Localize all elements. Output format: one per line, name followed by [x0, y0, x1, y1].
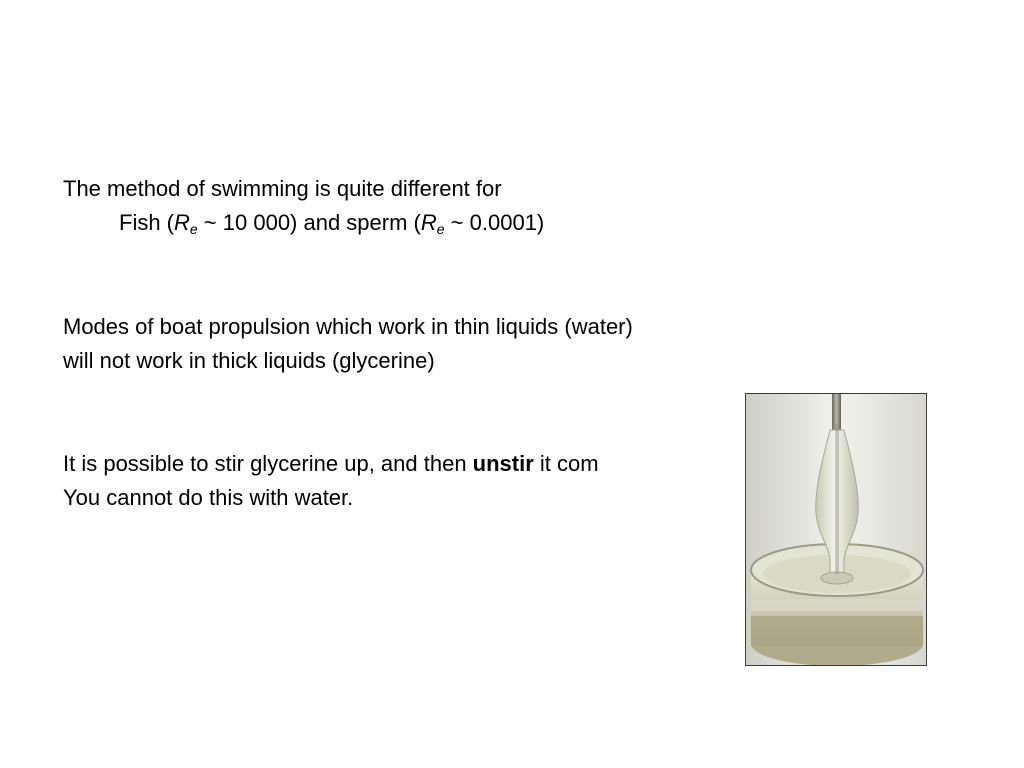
reynolds-subscript-fish: e [189, 221, 198, 237]
propulsion-line-2: will not work in thick liquids (glycerine) [63, 348, 435, 373]
propulsion-line-1: Modes of boat propulsion which work in thin liquids (water) [63, 314, 633, 339]
sperm-value: ~ 0.0001) [444, 210, 545, 235]
reynolds-symbol-sperm: R [420, 210, 437, 235]
swimming-line-2 [63, 206, 544, 246]
reynolds-symbol-fish: R [174, 210, 190, 235]
fish-value: ~ 10 000) and sperm ( [197, 210, 421, 235]
fish-prefix: Fish ( [119, 210, 174, 235]
unstir-prefix: It is possible to stir glycerine up, and then [63, 451, 473, 476]
reynolds-subscript-sperm: e [436, 221, 445, 237]
swimming-line-1: The method of swimming is quite different for [63, 176, 502, 201]
paragraph-unstir [63, 447, 599, 515]
glycerine-dish-illustration [746, 394, 927, 666]
paragraph-swimming-methods [63, 172, 544, 246]
unstir-line-1 [63, 447, 599, 481]
glycerine-dish-photo [745, 393, 927, 666]
paragraph-boat-propulsion [63, 310, 633, 378]
unstir-suffix: it com [533, 451, 599, 476]
unstir-line-2: You cannot do this with water. [63, 485, 354, 510]
unstir-bold-word: unstir [472, 451, 534, 476]
